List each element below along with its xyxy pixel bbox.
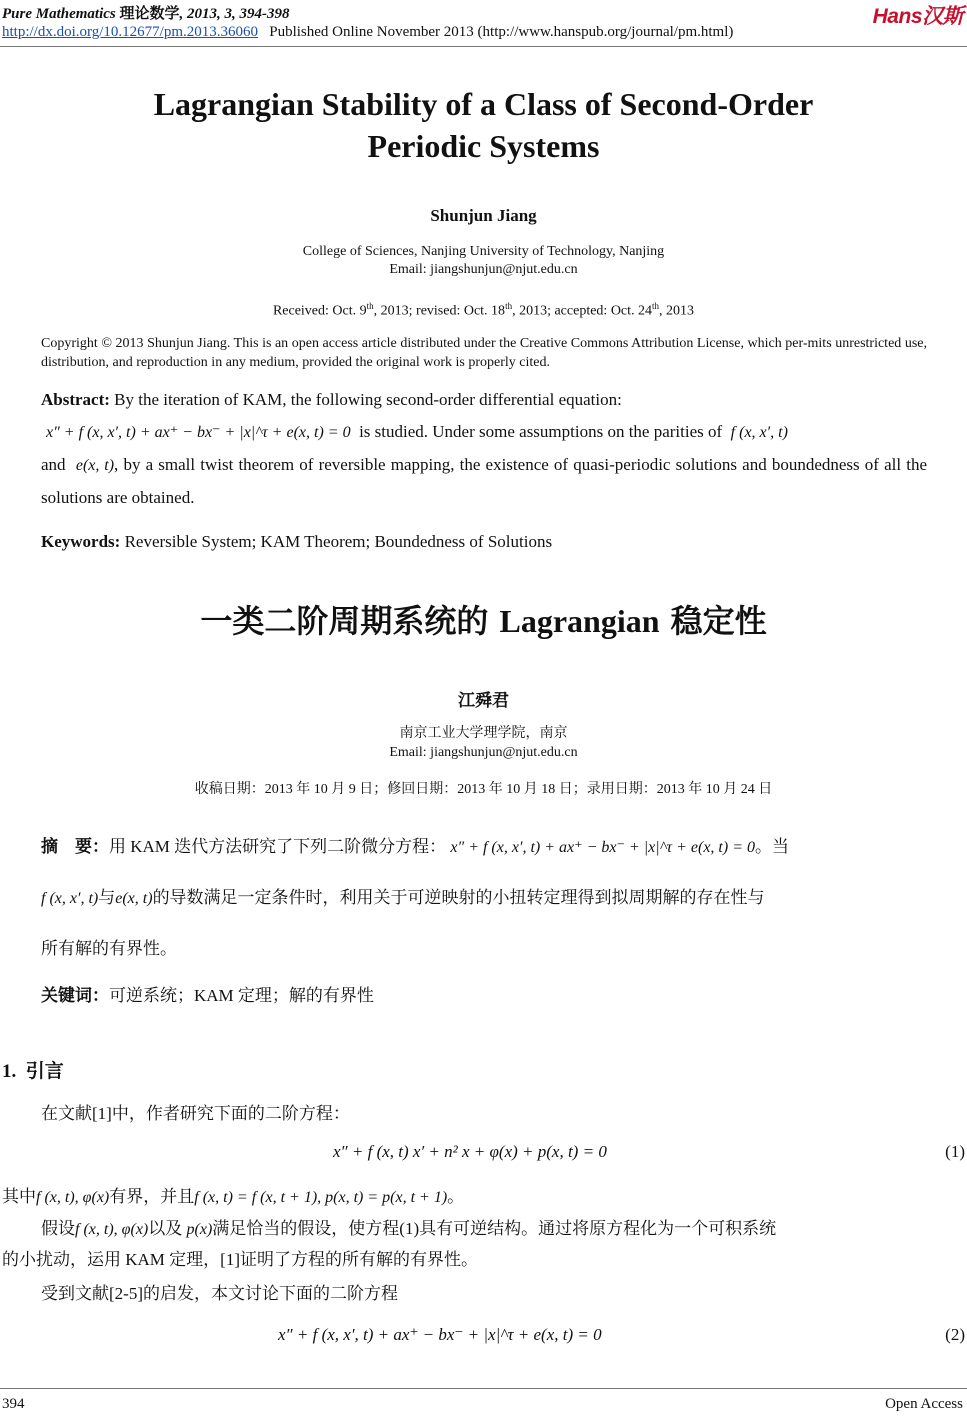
keywords-text: Reversible System; KAM Theorem; Boundedness of Solutions <box>124 532 553 551</box>
equation-1: x″ + f (x, t) x′ + n² x + φ(x) + p(x, t) = 0 <box>333 1142 607 1161</box>
cn-abstract-f: f (x, x′, t) <box>41 890 99 907</box>
body-p1: 在文献[1]中，作者研究下面的二阶方程： <box>41 1104 350 1123</box>
cn-email: Email: jiangshunjun@njut.edu.cn <box>389 745 578 760</box>
cn-keywords <box>41 980 927 1012</box>
footer-rule <box>0 1388 967 1389</box>
affiliation: College of Sciences, Nanjing University of Technology, Nanjing <box>302 244 665 259</box>
abstract-and: and <box>41 455 66 474</box>
abstract-label: Abstract: <box>41 390 110 409</box>
body-p2: 其中f (x, t), φ(x)有界，并且f (x, t) = f (x, t + 1), p(x, t) = p(x, t + 1)。 <box>2 1187 465 1206</box>
cn-abstract-e: e(x, t) <box>115 890 153 907</box>
cn-abstract-equation: x″ + f (x, x′, t) + ax⁺ − bx⁻ + |x|^τ + e(x, t) = 0 <box>450 839 755 856</box>
abstract <box>41 384 927 514</box>
keywords-label: Keywords: <box>41 532 121 551</box>
journal-volume: , 2013, 3, 394-398 <box>179 6 290 22</box>
section-heading: 1. 引言 <box>2 1060 64 1082</box>
doi-link[interactable]: http://dx.doi.org/10.12677/pm.2013.36060 <box>2 24 258 40</box>
abstract-text-3: , by a small twist theorem of reversible mapping, the existence of quasi-periodic solutions and boundedness of all the solutions are obtained. <box>41 455 928 507</box>
cn-keywords-text: 可逆系统；KAM 定理；解的有界性 <box>109 986 374 1005</box>
cn-abstract-end: 。当 <box>755 837 789 856</box>
cn-abstract-text-1: 用 KAM 迭代方法研究了下列二阶微分方程： <box>109 837 447 856</box>
doi-line <box>2 24 733 41</box>
equation-1-number: (1) <box>945 1142 965 1161</box>
cn-abstract: 摘 要：用 KAM 迭代方法研究了下列二阶微分方程： x″ + f (x, x′, t) + ax⁺ − bx⁻ + |x|^τ + e(x, t) = 0。当 f (x, x′, t)与e(x, t)的导数满足一定条件时，利用关于可逆映射的小扭转定理得到拟周期解的存在性与 所有解的有界性。 <box>41 822 927 974</box>
equation-2-number: (2) <box>945 1325 965 1344</box>
publisher-logo: Hans汉斯 <box>872 5 963 28</box>
published-info: Published Online November 2013 (http://www.hanspub.org/journal/pm.html) <box>269 24 734 40</box>
journal-name: Pure Mathematics 理论数学, 2013, 3, 394-398 <box>2 6 290 22</box>
received-dates: Received: Oct. 9th, 2013; revised: Oct. 18th, 2013; accepted: Oct. 24th, 2013 <box>272 301 695 319</box>
abstract-e: e(x, t) <box>75 457 115 474</box>
cn-affiliation: 南京工业大学理学院，南京 <box>399 726 568 741</box>
cn-dates: 收稿日期：2013 年 10 月 9 日；修回日期：2013 年 10 月 18 日；录用日期：2013 年 10 月 24 日 <box>194 782 773 797</box>
body-p4: 受到文献[2-5]的启发，本文讨论下面的二阶方程 <box>41 1284 398 1303</box>
abstract-text-2: is studied. Under some assumptions on the parities of <box>359 422 723 441</box>
abstract-f: f (x, x′, t) <box>730 424 788 441</box>
cn-title: 一类二阶周期系统的 Lagrangian 稳定性 <box>200 602 767 640</box>
cn-keywords-label: 关键词： <box>41 986 109 1006</box>
open-access-label: Open Access <box>885 1396 963 1412</box>
equation-2: x″ + f (x, x′, t) + ax⁺ − bx⁻ + |x|^τ + e(x, t) = 0 <box>278 1325 602 1344</box>
body-p3: 假设f (x, t), φ(x)以及 p(x)满足恰当的假设，使方程(1)具有可逆结构。通过将原方程化为一个可积系统 的小扰动，运用 KAM 定理，[1]证明了方程的所有解的有界性。 <box>2 1219 777 1269</box>
abstract-equation: x″ + f (x, x′, t) + ax⁺ − bx⁻ + |x|^τ + e(x, t) = 0 <box>46 424 351 441</box>
page-number: 394 <box>2 1396 25 1412</box>
title-line-1: Lagrangian Stability of a Class of Second-Order <box>153 86 814 122</box>
title-line-2: Periodic Systems <box>367 128 600 164</box>
copyright-notice: Copyright © 2013 Shunjun Jiang. This is an open access article distributed under the Creative Commons Attribution License, which per-mits unrestricted use, distribution, and reproduction in any medium, provided the original work is properly cited. <box>41 336 927 370</box>
email: Email: jiangshunjun@njut.edu.cn <box>389 262 578 277</box>
cn-abstract-label: 摘 要： <box>41 837 109 856</box>
cn-author: 江舜君 <box>458 691 509 711</box>
keywords <box>41 526 927 558</box>
header-rule <box>0 46 967 47</box>
author-name: Shunjun Jiang <box>430 206 537 225</box>
journal-name-cn: 理论数学 <box>119 6 180 22</box>
cn-abstract-text-3: 所有解的有界性。 <box>41 939 177 958</box>
paper-title <box>0 83 967 167</box>
abstract-text-1: By the iteration of KAM, the following second-order differential equation: <box>114 390 622 409</box>
cn-abstract-text-2: 的导数满足一定条件时，利用关于可逆映射的小扭转定理得到拟周期解的存在性与 <box>152 888 765 907</box>
